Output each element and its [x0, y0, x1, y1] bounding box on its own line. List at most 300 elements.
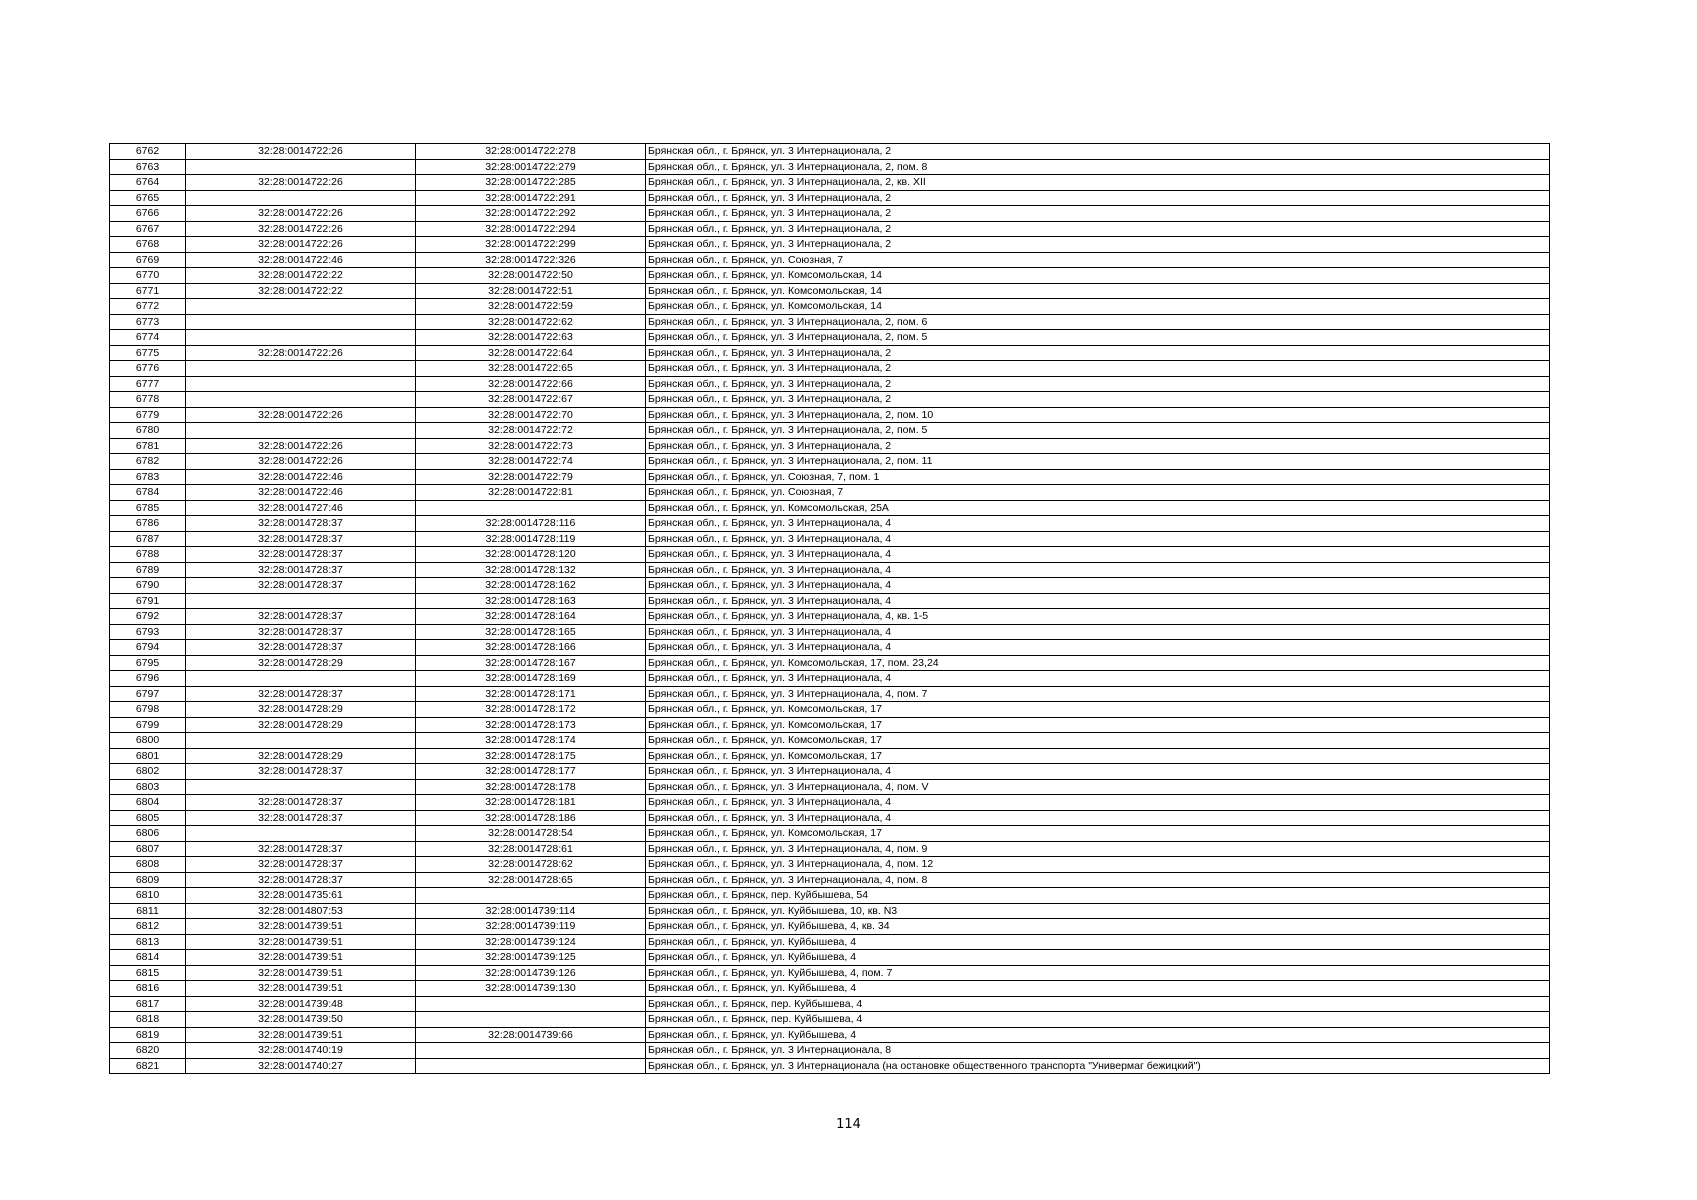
object-number-cell: 32:28:0014728:54	[416, 826, 646, 842]
object-number-cell: 32:28:0014722:50	[416, 268, 646, 284]
table-row	[110, 872, 1550, 888]
parcel-number-cell: 32:28:0014735:61	[186, 888, 416, 904]
table-row	[110, 423, 1550, 439]
parcel-number-cell: 32:28:0014728:37	[186, 547, 416, 563]
address-cell: Брянская обл., г. Брянск, ул. Комсомольская, 14	[646, 283, 1550, 299]
row-number-cell: 6767	[110, 221, 186, 237]
row-number-cell: 6806	[110, 826, 186, 842]
table-row	[110, 221, 1550, 237]
parcel-number-cell: 32:28:0014728:37	[186, 872, 416, 888]
object-number-cell: 32:28:0014739:126	[416, 965, 646, 981]
parcel-number-cell: 32:28:0014728:37	[186, 841, 416, 857]
table-row	[110, 283, 1550, 299]
table-row	[110, 237, 1550, 253]
parcel-number-cell: 32:28:0014739:51	[186, 965, 416, 981]
address-cell: Брянская обл., г. Брянск, ул. 3 Интернационала, 4, пом. 8	[646, 872, 1550, 888]
parcel-number-cell	[186, 190, 416, 206]
address-cell: Брянская обл., г. Брянск, ул. 3 Интернационала, 2, пом. 10	[646, 407, 1550, 423]
table-row	[110, 144, 1550, 160]
parcel-number-cell: 32:28:0014727:46	[186, 500, 416, 516]
parcel-number-cell: 32:28:0014728:29	[186, 702, 416, 718]
row-number-cell: 6789	[110, 562, 186, 578]
object-number-cell: 32:28:0014728:181	[416, 795, 646, 811]
parcel-number-cell: 32:28:0014728:37	[186, 578, 416, 594]
address-cell: Брянская обл., г. Брянск, ул. 3 Интернационала, 4, кв. 1-5	[646, 609, 1550, 625]
address-cell: Брянская обл., г. Брянск, ул. 3 Интернационала, 2	[646, 361, 1550, 377]
parcel-number-cell	[186, 671, 416, 687]
row-number-cell: 6815	[110, 965, 186, 981]
table-row	[110, 299, 1550, 315]
table-row	[110, 934, 1550, 950]
parcel-number-cell: 32:28:0014722:26	[186, 221, 416, 237]
table-row	[110, 609, 1550, 625]
parcel-number-cell: 32:28:0014722:26	[186, 454, 416, 470]
table-row	[110, 748, 1550, 764]
object-number-cell: 32:28:0014722:70	[416, 407, 646, 423]
row-number-cell: 6802	[110, 764, 186, 780]
object-number-cell: 32:28:0014722:81	[416, 485, 646, 501]
parcel-number-cell: 32:28:0014728:37	[186, 624, 416, 640]
table-row	[110, 578, 1550, 594]
address-cell: Брянская обл., г. Брянск, ул. 3 Интернационала, 2, пом. 5	[646, 330, 1550, 346]
address-cell: Брянская обл., г. Брянск, ул. 3 Интернационала, 2	[646, 190, 1550, 206]
document-sheet	[109, 143, 1549, 1074]
parcel-number-cell	[186, 826, 416, 842]
row-number-cell: 6796	[110, 671, 186, 687]
object-number-cell: 32:28:0014722:66	[416, 376, 646, 392]
parcel-number-cell: 32:28:0014722:26	[186, 407, 416, 423]
object-number-cell: 32:28:0014728:175	[416, 748, 646, 764]
object-number-cell: 32:28:0014722:285	[416, 175, 646, 191]
address-cell: Брянская обл., г. Брянск, ул. 3 Интернационала (на остановке общественного транспорта "Универмаг бежицкий")	[646, 1058, 1550, 1074]
table-row	[110, 516, 1550, 532]
registry-table-body	[110, 144, 1550, 1074]
table-row	[110, 500, 1550, 516]
row-number-cell: 6764	[110, 175, 186, 191]
row-number-cell: 6768	[110, 237, 186, 253]
table-row	[110, 1027, 1550, 1043]
object-number-cell	[416, 996, 646, 1012]
row-number-cell: 6788	[110, 547, 186, 563]
address-cell: Брянская обл., г. Брянск, ул. Куйбышева, 4	[646, 950, 1550, 966]
object-number-cell: 32:28:0014728:171	[416, 686, 646, 702]
object-number-cell: 32:28:0014722:62	[416, 314, 646, 330]
table-row	[110, 903, 1550, 919]
row-number-cell: 6782	[110, 454, 186, 470]
parcel-number-cell: 32:28:0014728:29	[186, 717, 416, 733]
address-cell: Брянская обл., г. Брянск, ул. 3 Интернационала, 2	[646, 144, 1550, 160]
object-number-cell: 32:28:0014722:291	[416, 190, 646, 206]
address-cell: Брянская обл., г. Брянск, ул. 3 Интернационала, 2, пом. 6	[646, 314, 1550, 330]
address-cell: Брянская обл., г. Брянск, пер. Куйбышева, 54	[646, 888, 1550, 904]
row-number-cell: 6807	[110, 841, 186, 857]
object-number-cell	[416, 500, 646, 516]
table-row	[110, 330, 1550, 346]
parcel-number-cell: 32:28:0014728:37	[186, 531, 416, 547]
address-cell: Брянская обл., г. Брянск, ул. Куйбышева, 4, пом. 7	[646, 965, 1550, 981]
parcel-number-cell: 32:28:0014807:53	[186, 903, 416, 919]
object-number-cell: 32:28:0014728:186	[416, 810, 646, 826]
row-number-cell: 6769	[110, 252, 186, 268]
object-number-cell: 32:28:0014728:172	[416, 702, 646, 718]
address-cell: Брянская обл., г. Брянск, ул. 3 Интернационала, 2, пом. 5	[646, 423, 1550, 439]
object-number-cell: 32:28:0014739:124	[416, 934, 646, 950]
table-row	[110, 485, 1550, 501]
table-row	[110, 159, 1550, 175]
table-row	[110, 841, 1550, 857]
address-cell: Брянская обл., г. Брянск, ул. 3 Интернационала, 2	[646, 206, 1550, 222]
parcel-number-cell: 32:28:0014722:26	[186, 438, 416, 454]
row-number-cell: 6814	[110, 950, 186, 966]
parcel-number-cell: 32:28:0014722:26	[186, 237, 416, 253]
table-row	[110, 562, 1550, 578]
row-number-cell: 6766	[110, 206, 186, 222]
address-cell: Брянская обл., г. Брянск, ул. Комсомольская, 17	[646, 733, 1550, 749]
object-number-cell	[416, 888, 646, 904]
parcel-number-cell: 32:28:0014722:22	[186, 283, 416, 299]
row-number-cell: 6803	[110, 779, 186, 795]
page-number: 114	[836, 1117, 861, 1132]
address-cell: Брянская обл., г. Брянск, ул. 3 Интернационала, 4, пом. 12	[646, 857, 1550, 873]
object-number-cell: 32:28:0014739:66	[416, 1027, 646, 1043]
parcel-number-cell	[186, 330, 416, 346]
object-number-cell: 32:28:0014739:130	[416, 981, 646, 997]
parcel-number-cell	[186, 314, 416, 330]
address-cell: Брянская обл., г. Брянск, ул. Союзная, 7, пом. 1	[646, 469, 1550, 485]
row-number-cell: 6786	[110, 516, 186, 532]
row-number-cell: 6808	[110, 857, 186, 873]
address-cell: Брянская обл., г. Брянск, ул. 3 Интернационала, 4	[646, 578, 1550, 594]
object-number-cell: 32:28:0014728:65	[416, 872, 646, 888]
address-cell: Брянская обл., г. Брянск, ул. 3 Интернационала, 4, пом. V	[646, 779, 1550, 795]
address-cell: Брянская обл., г. Брянск, ул. Комсомольская, 25А	[646, 500, 1550, 516]
address-cell: Брянская обл., г. Брянск, ул. 3 Интернационала, 4	[646, 795, 1550, 811]
table-row	[110, 268, 1550, 284]
table-row	[110, 686, 1550, 702]
row-number-cell: 6787	[110, 531, 186, 547]
table-row	[110, 919, 1550, 935]
table-row	[110, 826, 1550, 842]
table-row	[110, 206, 1550, 222]
row-number-cell: 6773	[110, 314, 186, 330]
row-number-cell: 6817	[110, 996, 186, 1012]
address-cell: Брянская обл., г. Брянск, ул. 3 Интернационала, 4	[646, 624, 1550, 640]
table-row	[110, 779, 1550, 795]
address-cell: Брянская обл., г. Брянск, ул. 3 Интернационала, 2	[646, 237, 1550, 253]
object-number-cell: 32:28:0014722:64	[416, 345, 646, 361]
object-number-cell: 32:28:0014722:59	[416, 299, 646, 315]
object-number-cell: 32:28:0014739:119	[416, 919, 646, 935]
address-cell: Брянская обл., г. Брянск, ул. Куйбышева, 4, кв. 34	[646, 919, 1550, 935]
object-number-cell: 32:28:0014728:116	[416, 516, 646, 532]
object-number-cell: 32:28:0014739:114	[416, 903, 646, 919]
row-number-cell: 6785	[110, 500, 186, 516]
row-number-cell: 6809	[110, 872, 186, 888]
row-number-cell: 6776	[110, 361, 186, 377]
object-number-cell: 32:28:0014722:278	[416, 144, 646, 160]
object-number-cell: 32:28:0014722:74	[416, 454, 646, 470]
address-cell: Брянская обл., г. Брянск, ул. 3 Интернационала, 2, пом. 11	[646, 454, 1550, 470]
table-row	[110, 702, 1550, 718]
row-number-cell: 6772	[110, 299, 186, 315]
row-number-cell: 6792	[110, 609, 186, 625]
object-number-cell: 32:28:0014728:61	[416, 841, 646, 857]
table-row	[110, 469, 1550, 485]
table-row	[110, 810, 1550, 826]
object-number-cell: 32:28:0014722:73	[416, 438, 646, 454]
parcel-number-cell	[186, 361, 416, 377]
address-cell: Брянская обл., г. Брянск, ул. Комсомольская, 17	[646, 717, 1550, 733]
table-row	[110, 454, 1550, 470]
object-number-cell: 32:28:0014722:79	[416, 469, 646, 485]
object-number-cell: 32:28:0014728:177	[416, 764, 646, 780]
address-cell: Брянская обл., г. Брянск, ул. 3 Интернационала, 4	[646, 547, 1550, 563]
row-number-cell: 6770	[110, 268, 186, 284]
object-number-cell: 32:28:0014722:292	[416, 206, 646, 222]
object-number-cell: 32:28:0014728:178	[416, 779, 646, 795]
address-cell: Брянская обл., г. Брянск, ул. Куйбышева, 4	[646, 981, 1550, 997]
table-row	[110, 1012, 1550, 1028]
address-cell: Брянская обл., г. Брянск, ул. Комсомольская, 17	[646, 702, 1550, 718]
object-number-cell: 32:28:0014722:65	[416, 361, 646, 377]
address-cell: Брянская обл., г. Брянск, ул. Куйбышева, 4	[646, 934, 1550, 950]
table-row	[110, 981, 1550, 997]
address-cell: Брянская обл., г. Брянск, пер. Куйбышева, 4	[646, 996, 1550, 1012]
parcel-number-cell	[186, 733, 416, 749]
address-cell: Брянская обл., г. Брянск, ул. 3 Интернационала, 4	[646, 764, 1550, 780]
table-row	[110, 764, 1550, 780]
object-number-cell: 32:28:0014728:120	[416, 547, 646, 563]
table-row	[110, 438, 1550, 454]
address-cell: Брянская обл., г. Брянск, ул. Комсомольская, 14	[646, 268, 1550, 284]
row-number-cell: 6777	[110, 376, 186, 392]
parcel-number-cell: 32:28:0014728:37	[186, 686, 416, 702]
object-number-cell: 32:28:0014728:162	[416, 578, 646, 594]
table-row	[110, 717, 1550, 733]
row-number-cell: 6791	[110, 593, 186, 609]
address-cell: Брянская обл., г. Брянск, ул. 3 Интернационала, 2	[646, 376, 1550, 392]
row-number-cell: 6771	[110, 283, 186, 299]
address-cell: Брянская обл., г. Брянск, ул. Комсомольская, 14	[646, 299, 1550, 315]
object-number-cell: 32:28:0014728:166	[416, 640, 646, 656]
table-row	[110, 175, 1550, 191]
object-number-cell: 32:28:0014728:62	[416, 857, 646, 873]
row-number-cell: 6762	[110, 144, 186, 160]
table-row	[110, 950, 1550, 966]
parcel-number-cell: 32:28:0014739:51	[186, 1027, 416, 1043]
object-number-cell	[416, 1058, 646, 1074]
object-number-cell: 32:28:0014728:167	[416, 655, 646, 671]
parcel-number-cell: 32:28:0014728:37	[186, 764, 416, 780]
table-row	[110, 671, 1550, 687]
row-number-cell: 6804	[110, 795, 186, 811]
parcel-number-cell: 32:28:0014728:37	[186, 857, 416, 873]
address-cell: Брянская обл., г. Брянск, ул. Куйбышева, 10, кв. N3	[646, 903, 1550, 919]
parcel-number-cell	[186, 423, 416, 439]
parcel-number-cell: 32:28:0014740:19	[186, 1043, 416, 1059]
parcel-number-cell: 32:28:0014739:48	[186, 996, 416, 1012]
table-row	[110, 407, 1550, 423]
row-number-cell: 6780	[110, 423, 186, 439]
table-row	[110, 1043, 1550, 1059]
table-row	[110, 345, 1550, 361]
object-number-cell: 32:28:0014728:164	[416, 609, 646, 625]
row-number-cell: 6805	[110, 810, 186, 826]
table-row	[110, 1058, 1550, 1074]
table-row	[110, 314, 1550, 330]
table-row	[110, 593, 1550, 609]
address-cell: Брянская обл., г. Брянск, ул. 3 Интернационала, 4	[646, 671, 1550, 687]
address-cell: Брянская обл., г. Брянск, ул. 3 Интернационала, 2, кв. XII	[646, 175, 1550, 191]
table-row	[110, 965, 1550, 981]
parcel-number-cell	[186, 376, 416, 392]
object-number-cell: 32:28:0014722:294	[416, 221, 646, 237]
parcel-number-cell: 32:28:0014728:37	[186, 810, 416, 826]
address-cell: Брянская обл., г. Брянск, ул. Комсомольская, 17	[646, 748, 1550, 764]
row-number-cell: 6775	[110, 345, 186, 361]
parcel-number-cell: 32:28:0014728:29	[186, 655, 416, 671]
address-cell: Брянская обл., г. Брянск, ул. 3 Интернационала, 4, пом. 7	[646, 686, 1550, 702]
address-cell: Брянская обл., г. Брянск, ул. 3 Интернационала, 4	[646, 810, 1550, 826]
parcel-number-cell: 32:28:0014722:26	[186, 206, 416, 222]
address-cell: Брянская обл., г. Брянск, ул. 3 Интернационала, 4	[646, 640, 1550, 656]
row-number-cell: 6799	[110, 717, 186, 733]
row-number-cell: 6816	[110, 981, 186, 997]
object-number-cell: 32:28:0014728:169	[416, 671, 646, 687]
address-cell: Брянская обл., г. Брянск, ул. 3 Интернационала, 2, пом. 8	[646, 159, 1550, 175]
table-row	[110, 857, 1550, 873]
table-row	[110, 888, 1550, 904]
row-number-cell: 6801	[110, 748, 186, 764]
address-cell: Брянская обл., г. Брянск, ул. 3 Интернационала, 2	[646, 345, 1550, 361]
object-number-cell: 32:28:0014722:279	[416, 159, 646, 175]
row-number-cell: 6790	[110, 578, 186, 594]
parcel-number-cell	[186, 779, 416, 795]
row-number-cell: 6774	[110, 330, 186, 346]
object-number-cell	[416, 1043, 646, 1059]
row-number-cell: 6783	[110, 469, 186, 485]
table-row	[110, 640, 1550, 656]
parcel-number-cell: 32:28:0014728:37	[186, 609, 416, 625]
parcel-number-cell: 32:28:0014722:46	[186, 485, 416, 501]
parcel-number-cell: 32:28:0014740:27	[186, 1058, 416, 1074]
parcel-number-cell: 32:28:0014739:51	[186, 981, 416, 997]
address-cell: Брянская обл., г. Брянск, ул. Союзная, 7	[646, 485, 1550, 501]
object-number-cell: 32:28:0014728:119	[416, 531, 646, 547]
parcel-number-cell: 32:28:0014722:22	[186, 268, 416, 284]
row-number-cell: 6763	[110, 159, 186, 175]
row-number-cell: 6794	[110, 640, 186, 656]
object-number-cell: 32:28:0014722:51	[416, 283, 646, 299]
parcel-number-cell: 32:28:0014722:26	[186, 175, 416, 191]
address-cell: Брянская обл., г. Брянск, ул. Комсомольская, 17, пом. 23,24	[646, 655, 1550, 671]
row-number-cell: 6819	[110, 1027, 186, 1043]
table-row	[110, 624, 1550, 640]
table-row	[110, 531, 1550, 547]
address-cell: Брянская обл., г. Брянск, ул. 3 Интернационала, 2	[646, 392, 1550, 408]
row-number-cell: 6784	[110, 485, 186, 501]
address-cell: Брянская обл., г. Брянск, ул. 3 Интернационала, 4, пом. 9	[646, 841, 1550, 857]
address-cell: Брянская обл., г. Брянск, ул. 3 Интернационала, 4	[646, 531, 1550, 547]
parcel-number-cell	[186, 392, 416, 408]
row-number-cell: 6765	[110, 190, 186, 206]
table-row	[110, 190, 1550, 206]
table-row	[110, 795, 1550, 811]
parcel-number-cell: 32:28:0014722:46	[186, 469, 416, 485]
parcel-number-cell: 32:28:0014722:26	[186, 144, 416, 160]
address-cell: Брянская обл., г. Брянск, ул. 3 Интернационала, 2	[646, 221, 1550, 237]
address-cell: Брянская обл., г. Брянск, ул. Куйбышева, 4	[646, 1027, 1550, 1043]
parcel-number-cell: 32:28:0014722:26	[186, 345, 416, 361]
row-number-cell: 6812	[110, 919, 186, 935]
row-number-cell: 6781	[110, 438, 186, 454]
object-number-cell: 32:28:0014722:67	[416, 392, 646, 408]
object-number-cell: 32:28:0014728:132	[416, 562, 646, 578]
address-cell: Брянская обл., г. Брянск, ул. 3 Интернационала, 4	[646, 593, 1550, 609]
table-row	[110, 996, 1550, 1012]
table-row	[110, 655, 1550, 671]
parcel-number-cell: 32:28:0014728:37	[186, 516, 416, 532]
table-row	[110, 733, 1550, 749]
address-cell: Брянская обл., г. Брянск, пер. Куйбышева, 4	[646, 1012, 1550, 1028]
row-number-cell: 6811	[110, 903, 186, 919]
address-cell: Брянская обл., г. Брянск, ул. Комсомольская, 17	[646, 826, 1550, 842]
row-number-cell: 6795	[110, 655, 186, 671]
object-number-cell: 32:28:0014728:173	[416, 717, 646, 733]
address-cell: Брянская обл., г. Брянск, ул. 3 Интернационала, 4	[646, 516, 1550, 532]
row-number-cell: 6820	[110, 1043, 186, 1059]
parcel-number-cell: 32:28:0014739:51	[186, 934, 416, 950]
parcel-number-cell: 32:28:0014728:37	[186, 795, 416, 811]
object-number-cell: 32:28:0014722:72	[416, 423, 646, 439]
row-number-cell: 6779	[110, 407, 186, 423]
row-number-cell: 6778	[110, 392, 186, 408]
parcel-number-cell	[186, 299, 416, 315]
object-number-cell: 32:28:0014722:326	[416, 252, 646, 268]
table-row	[110, 376, 1550, 392]
parcel-number-cell: 32:28:0014728:37	[186, 640, 416, 656]
table-row	[110, 392, 1550, 408]
table-row	[110, 252, 1550, 268]
parcel-number-cell: 32:28:0014722:46	[186, 252, 416, 268]
registry-table	[109, 143, 1550, 1074]
parcel-number-cell: 32:28:0014739:51	[186, 919, 416, 935]
parcel-number-cell: 32:28:0014728:29	[186, 748, 416, 764]
object-number-cell: 32:28:0014722:63	[416, 330, 646, 346]
address-cell: Брянская обл., г. Брянск, ул. Союзная, 7	[646, 252, 1550, 268]
address-cell: Брянская обл., г. Брянск, ул. 3 Интернационала, 4	[646, 562, 1550, 578]
object-number-cell: 32:28:0014728:174	[416, 733, 646, 749]
row-number-cell: 6821	[110, 1058, 186, 1074]
row-number-cell: 6800	[110, 733, 186, 749]
parcel-number-cell: 32:28:0014739:50	[186, 1012, 416, 1028]
parcel-number-cell: 32:28:0014728:37	[186, 562, 416, 578]
parcel-number-cell	[186, 593, 416, 609]
object-number-cell	[416, 1012, 646, 1028]
parcel-number-cell: 32:28:0014739:51	[186, 950, 416, 966]
object-number-cell: 32:28:0014728:163	[416, 593, 646, 609]
row-number-cell: 6813	[110, 934, 186, 950]
parcel-number-cell	[186, 159, 416, 175]
object-number-cell: 32:28:0014722:299	[416, 237, 646, 253]
address-cell: Брянская обл., г. Брянск, ул. 3 Интернационала, 8	[646, 1043, 1550, 1059]
object-number-cell: 32:28:0014739:125	[416, 950, 646, 966]
table-row	[110, 361, 1550, 377]
address-cell: Брянская обл., г. Брянск, ул. 3 Интернационала, 2	[646, 438, 1550, 454]
row-number-cell: 6798	[110, 702, 186, 718]
table-row	[110, 547, 1550, 563]
object-number-cell: 32:28:0014728:165	[416, 624, 646, 640]
